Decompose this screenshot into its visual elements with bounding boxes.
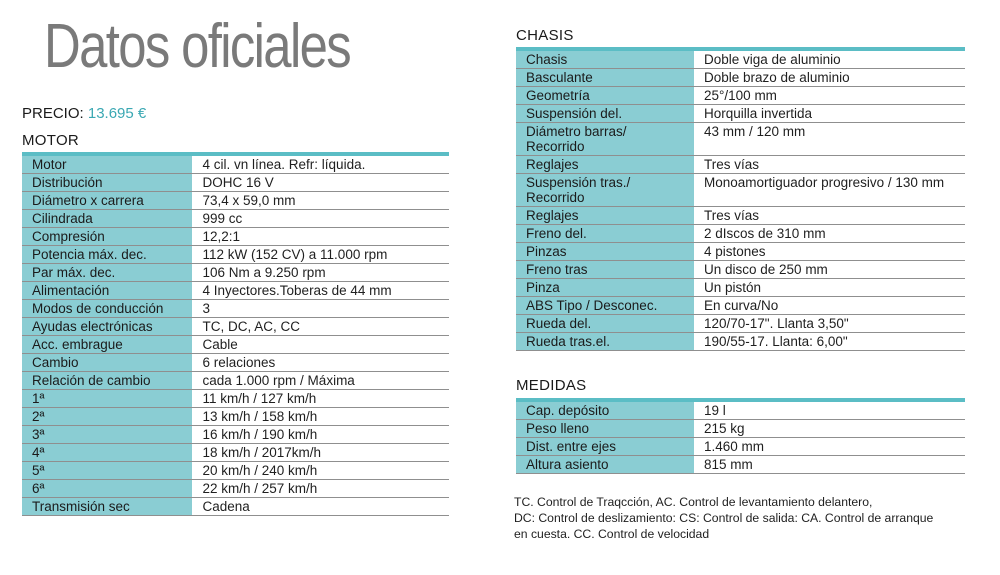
spec-label: Pinza [516, 279, 694, 297]
spec-value: 12,2:1 [192, 228, 449, 246]
spec-value: 112 kW (152 CV) a 11.000 rpm [192, 246, 449, 264]
spec-value: 120/70-17". Llanta 3,50" [694, 315, 965, 333]
spec-label: Altura asiento [516, 456, 694, 474]
spec-label: Par máx. dec. [22, 264, 192, 282]
spec-label: Geometría [516, 87, 694, 105]
spec-value: 20 km/h / 240 km/h [192, 462, 449, 480]
spec-label: Potencia máx. dec. [22, 246, 192, 264]
spec-label: 3ª [22, 426, 192, 444]
spec-label: Diámetro x carrera [22, 192, 192, 210]
table-row [516, 174, 965, 207]
spec-label: Freno tras [516, 261, 694, 279]
table-row [22, 354, 449, 372]
footnote-line: TC. Control de Traqcción, AC. Control de levantamiento delantero, [514, 495, 873, 509]
table-row [516, 69, 965, 87]
table-row [516, 225, 965, 243]
spec-value: Un pistón [694, 279, 965, 297]
table-row [516, 315, 965, 333]
spec-label: Freno del. [516, 225, 694, 243]
table-row [22, 318, 449, 336]
spec-label: Cambio [22, 354, 192, 372]
spec-label: 6ª [22, 480, 192, 498]
spec-label: 4ª [22, 444, 192, 462]
spec-label: Suspensión del. [516, 105, 694, 123]
spec-value: 25°/100 mm [694, 87, 965, 105]
spec-label: 1ª [22, 390, 192, 408]
spec-label: Rueda del. [516, 315, 694, 333]
spec-value: 4 Inyectores.Toberas de 44 mm [192, 282, 449, 300]
table-row [516, 438, 965, 456]
table-row [516, 420, 965, 438]
table-row [516, 279, 965, 297]
spec-value: Tres vías [694, 207, 965, 225]
page-title: Datos oficiales [44, 12, 351, 81]
spec-value: 4 pistones [694, 243, 965, 261]
table-row [22, 282, 449, 300]
spec-value: 999 cc [192, 210, 449, 228]
chasis-heading: CHASIS [516, 27, 574, 44]
table-row [22, 480, 449, 498]
spec-value: Monoamortiguador progresivo / 130 mm [694, 174, 965, 207]
table-row [22, 408, 449, 426]
spec-label: Transmisión sec [22, 498, 192, 516]
footnote-line: en cuesta. CC. Control de velocidad [514, 527, 710, 541]
spec-label: Ayudas electrónicas [22, 318, 192, 336]
motor-table [22, 152, 449, 516]
table-row [516, 400, 965, 420]
spec-value: 73,4 x 59,0 mm [192, 192, 449, 210]
spec-label: Rueda tras.el. [516, 333, 694, 351]
table-row [22, 426, 449, 444]
spec-label: Cilindrada [22, 210, 192, 228]
table-row [22, 264, 449, 282]
table-row [516, 207, 965, 225]
spec-value: En curva/No [694, 297, 965, 315]
table-row [22, 444, 449, 462]
spec-value: Tres vías [694, 156, 965, 174]
spec-label: Basculante [516, 69, 694, 87]
table-row [22, 372, 449, 390]
spec-value: Doble viga de aluminio [694, 49, 965, 69]
spec-label: 5ª [22, 462, 192, 480]
table-row [516, 333, 965, 351]
medidas-table [516, 398, 965, 474]
spec-value: 3 [192, 300, 449, 318]
price-label: PRECIO: [22, 105, 84, 122]
spec-label: Modos de conducción [22, 300, 192, 318]
spec-value: 106 Nm a 9.250 rpm [192, 264, 449, 282]
table-row [516, 156, 965, 174]
motor-heading: MOTOR [22, 132, 80, 149]
spec-value: 1.460 mm [694, 438, 965, 456]
table-row [516, 49, 965, 69]
spec-label: ABS Tipo / Desconec. [516, 297, 694, 315]
spec-value: cada 1.000 rpm / Máxima [192, 372, 449, 390]
spec-value: 22 km/h / 257 km/h [192, 480, 449, 498]
table-row [516, 123, 965, 156]
spec-value: 11 km/h / 127 km/h [192, 390, 449, 408]
table-row [22, 390, 449, 408]
spec-label: Relación de cambio [22, 372, 192, 390]
price [22, 105, 146, 122]
spec-value: Cable [192, 336, 449, 354]
table-row [22, 498, 449, 516]
footnote [514, 494, 974, 542]
table-row [22, 246, 449, 264]
spec-value: 13 km/h / 158 km/h [192, 408, 449, 426]
spec-label: Suspensión tras./ Recorrido [516, 174, 694, 207]
spec-value: Un disco de 250 mm [694, 261, 965, 279]
spec-label: Acc. embrague [22, 336, 192, 354]
table-row [516, 87, 965, 105]
spec-value: Doble brazo de aluminio [694, 69, 965, 87]
spec-label: Peso lleno [516, 420, 694, 438]
table-row [516, 456, 965, 474]
spec-value: 2 dIscos de 310 mm [694, 225, 965, 243]
table-row [22, 228, 449, 246]
table-row [516, 261, 965, 279]
table-row [22, 300, 449, 318]
spec-value: 815 mm [694, 456, 965, 474]
spec-value: 6 relaciones [192, 354, 449, 372]
spec-label: Reglajes [516, 156, 694, 174]
chasis-table [516, 47, 965, 351]
spec-value: Cadena [192, 498, 449, 516]
table-row [22, 174, 449, 192]
spec-value: 18 km/h / 2017km/h [192, 444, 449, 462]
spec-value: TC, DC, AC, CC [192, 318, 449, 336]
table-row [22, 336, 449, 354]
table-row [22, 210, 449, 228]
spec-label: Reglajes [516, 207, 694, 225]
spec-label: 2ª [22, 408, 192, 426]
spec-label: Chasis [516, 49, 694, 69]
table-row [22, 192, 449, 210]
spec-value: 19 l [694, 400, 965, 420]
medidas-heading: MEDIDAS [516, 377, 587, 394]
table-row [516, 243, 965, 261]
footnote-line: DC: Control de deslizamiento: CS: Control de salida: CA. Control de arranque [514, 511, 934, 525]
spec-label: Pinzas [516, 243, 694, 261]
spec-label: Alimentación [22, 282, 192, 300]
spec-value: 16 km/h / 190 km/h [192, 426, 449, 444]
table-row [516, 105, 965, 123]
spec-label: Motor [22, 154, 192, 174]
spec-label: Cap. depósito [516, 400, 694, 420]
table-row [516, 297, 965, 315]
spec-value: Horquilla invertida [694, 105, 965, 123]
spec-value: 190/55-17. Llanta: 6,00" [694, 333, 965, 351]
spec-label: Compresión [22, 228, 192, 246]
spec-label: Distribución [22, 174, 192, 192]
spec-value: 215 kg [694, 420, 965, 438]
table-row [22, 154, 449, 174]
spec-value: 43 mm / 120 mm [694, 123, 965, 156]
price-value: 13.695 € [87, 105, 147, 122]
spec-value: 4 cil. vn línea. Refr: líquida. [192, 154, 449, 174]
spec-label: Diámetro barras/ Recorrido [516, 123, 694, 156]
table-row [22, 462, 449, 480]
spec-label: Dist. entre ejes [516, 438, 694, 456]
spec-value: DOHC 16 V [192, 174, 449, 192]
